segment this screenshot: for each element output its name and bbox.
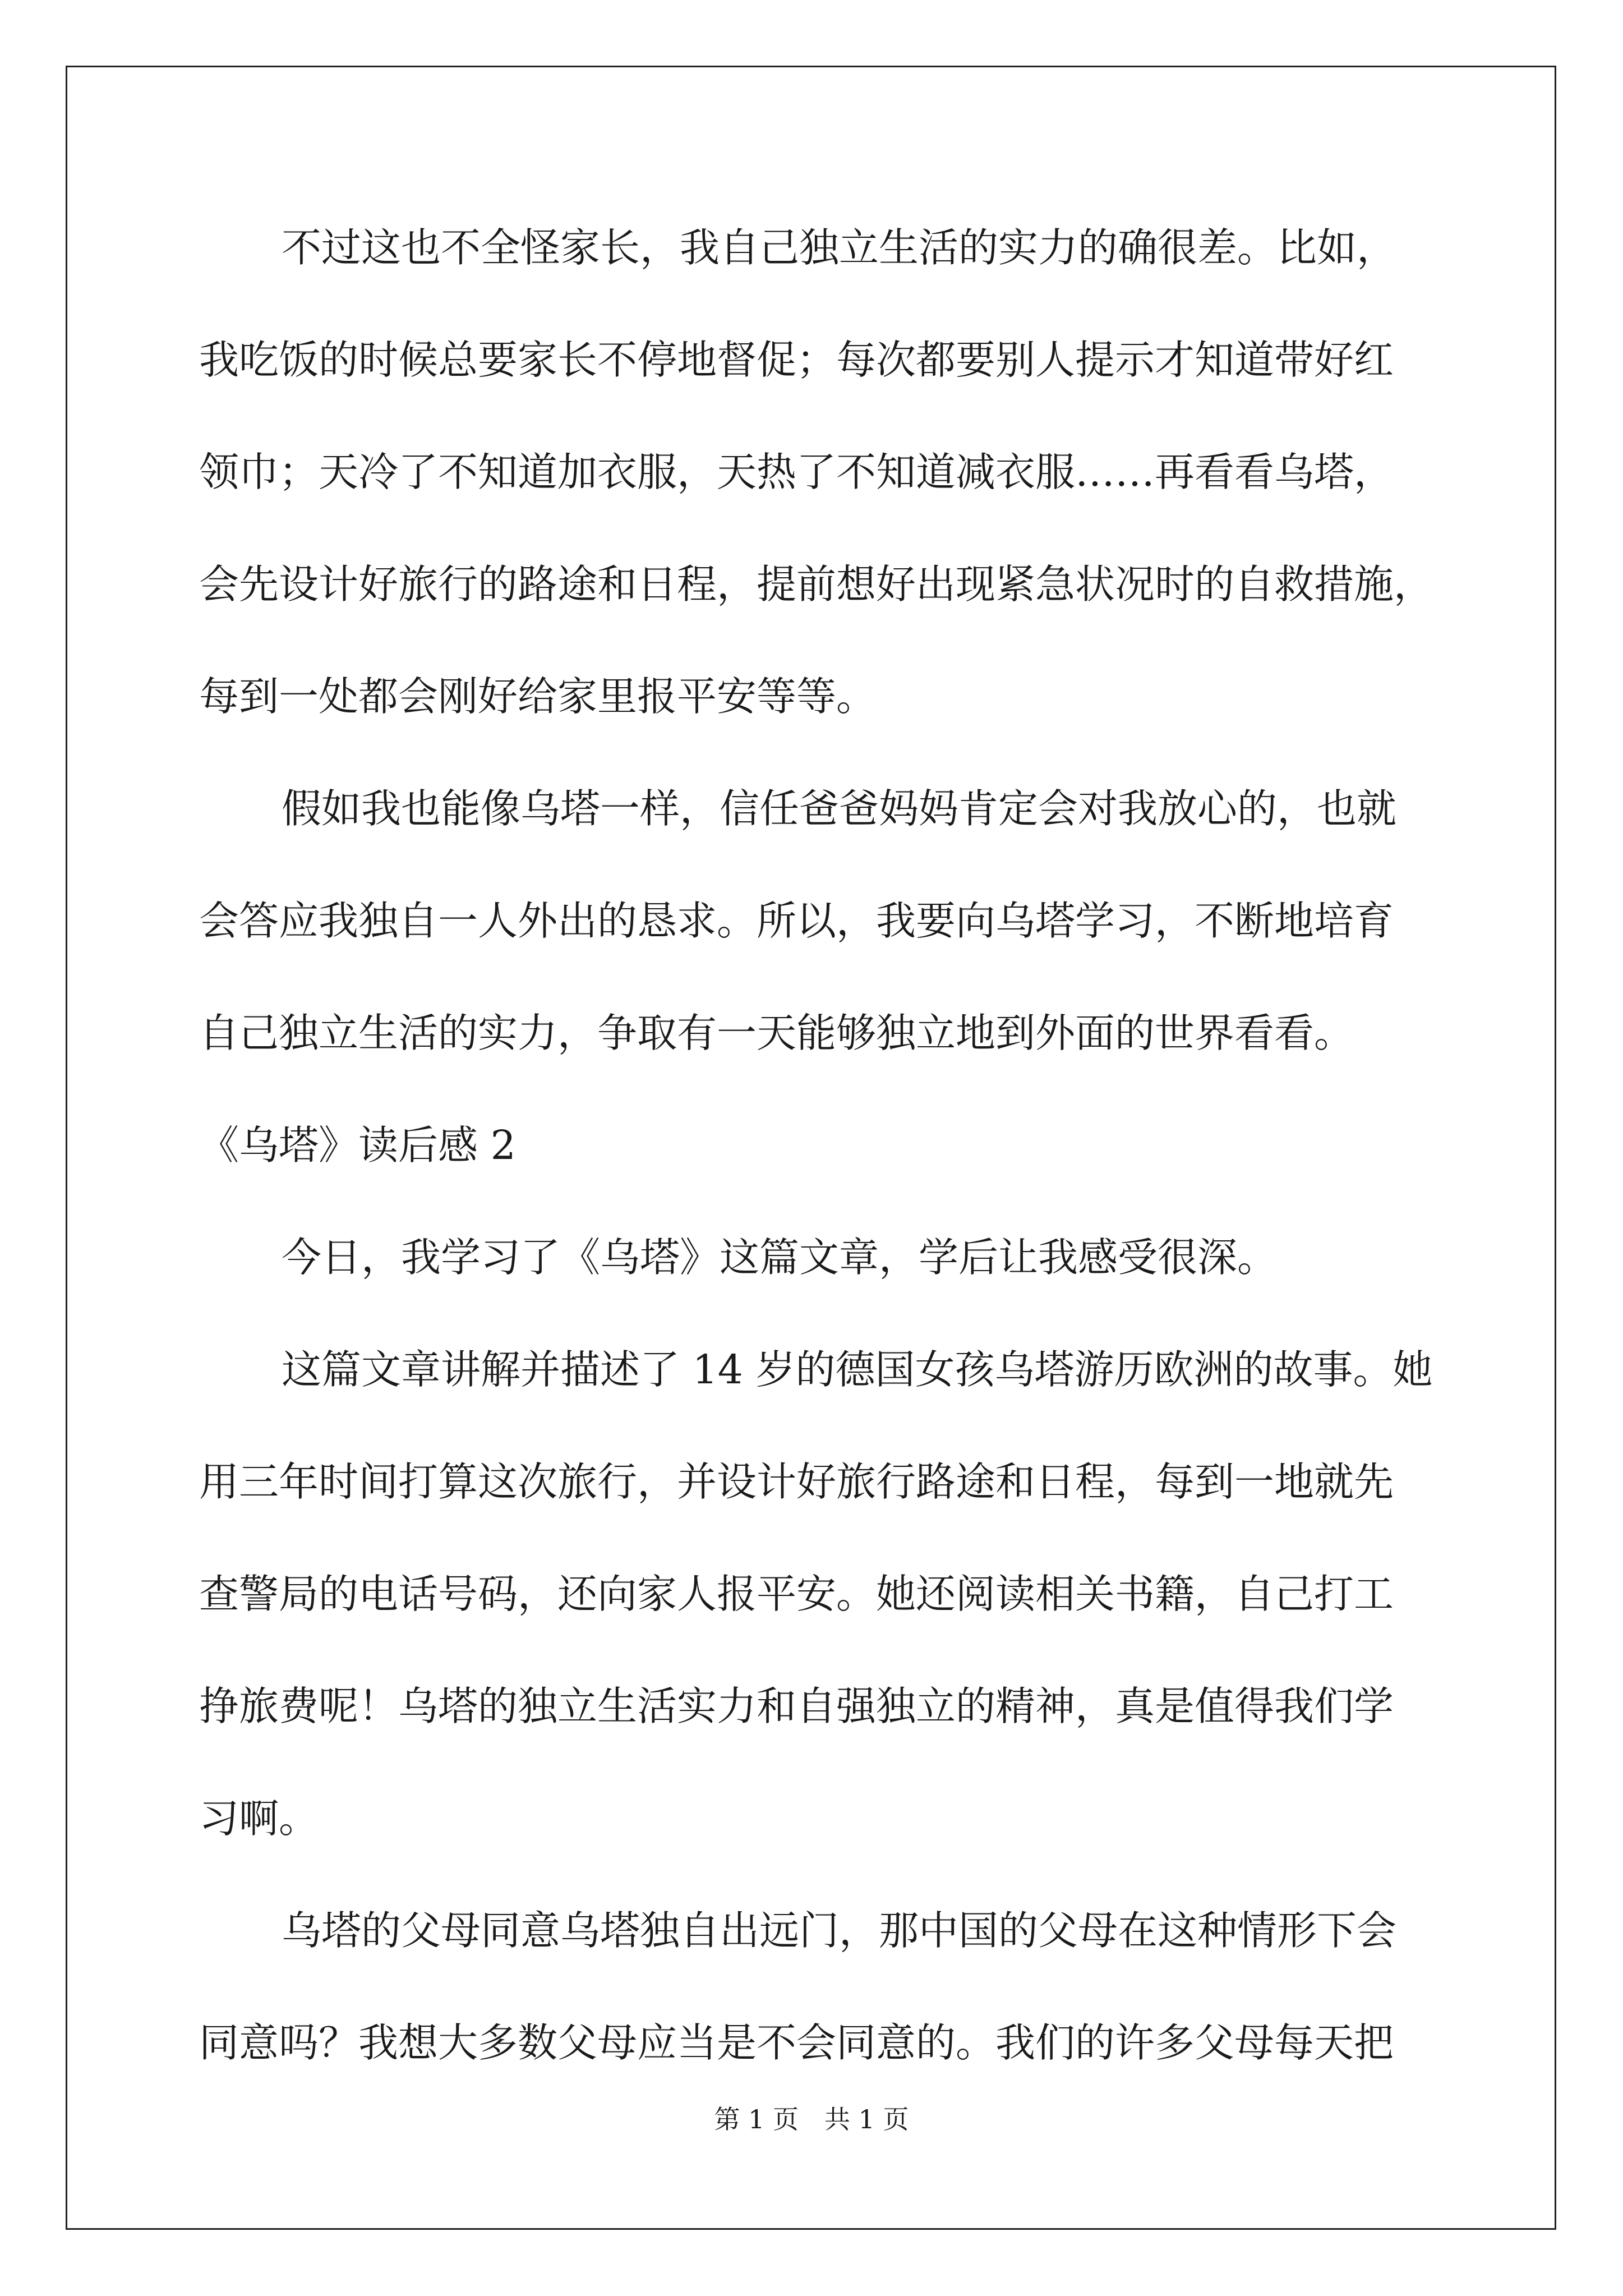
- paragraph-line: 领巾；天冷了不知道加衣服，天热了不知道减衣服……再看看乌塔，: [199, 449, 1394, 495]
- paragraph-line: 同意吗？我想大多数父母应当是不会同意的。我们的许多父母每天把: [199, 2019, 1394, 2066]
- section-heading: 《乌塔》读后感 2: [199, 1122, 516, 1168]
- paragraph-line: 会先设计好旅行的路途和日程，提前想好出现紧急状况时的自救措施，: [199, 561, 1434, 608]
- paragraph-line: 用三年时间打算这次旅行，并设计好旅行路途和日程，每到一地就先: [199, 1458, 1394, 1505]
- paragraph-line: 乌塔的父母同意乌塔独自出远门，那中国的父母在这种情形下会: [282, 1907, 1397, 1954]
- paragraph-line: 每到一处都会刚好给家里报平安等等。: [199, 673, 877, 720]
- paragraph-line: 不过这也不全怪家长，我自己独立生活的实力的确很差。比如，: [282, 224, 1397, 271]
- paragraph-line: 假如我也能像乌塔一样，信任爸爸妈妈肯定会对我放心的，也就: [282, 785, 1397, 832]
- paragraph-line: 查警局的电话号码，还向家人报平安。她还阅读相关书籍，自己打工: [199, 1571, 1394, 1617]
- paragraph-line: 自己独立生活的实力，争取有一天能够独立地到外面的世界看看。: [199, 1010, 1354, 1056]
- paragraph-line: 习啊。: [199, 1795, 319, 1842]
- paragraph-line: 今日，我学习了《乌塔》这篇文章，学后让我感受很深。: [282, 1234, 1278, 1281]
- paragraph-line: 会答应我独自一人外出的恳求。所以，我要向乌塔学习，不断地培育: [199, 898, 1394, 944]
- page-total: 共 1 页: [824, 2104, 909, 2134]
- paragraph-line: 这篇文章讲解并描述了 14 岁的德国女孩乌塔游历欧洲的故事。她: [282, 1346, 1433, 1393]
- paragraph-line: 挣旅费呢！乌塔的独立生活实力和自强独立的精神，真是值得我们学: [199, 1683, 1394, 1729]
- paragraph-line: 我吃饭的时候总要家长不停地督促；每次都要别人提示才知道带好红: [199, 337, 1394, 383]
- page-footer: [0, 2102, 1623, 2136]
- page-number: 第 1 页: [714, 2104, 799, 2134]
